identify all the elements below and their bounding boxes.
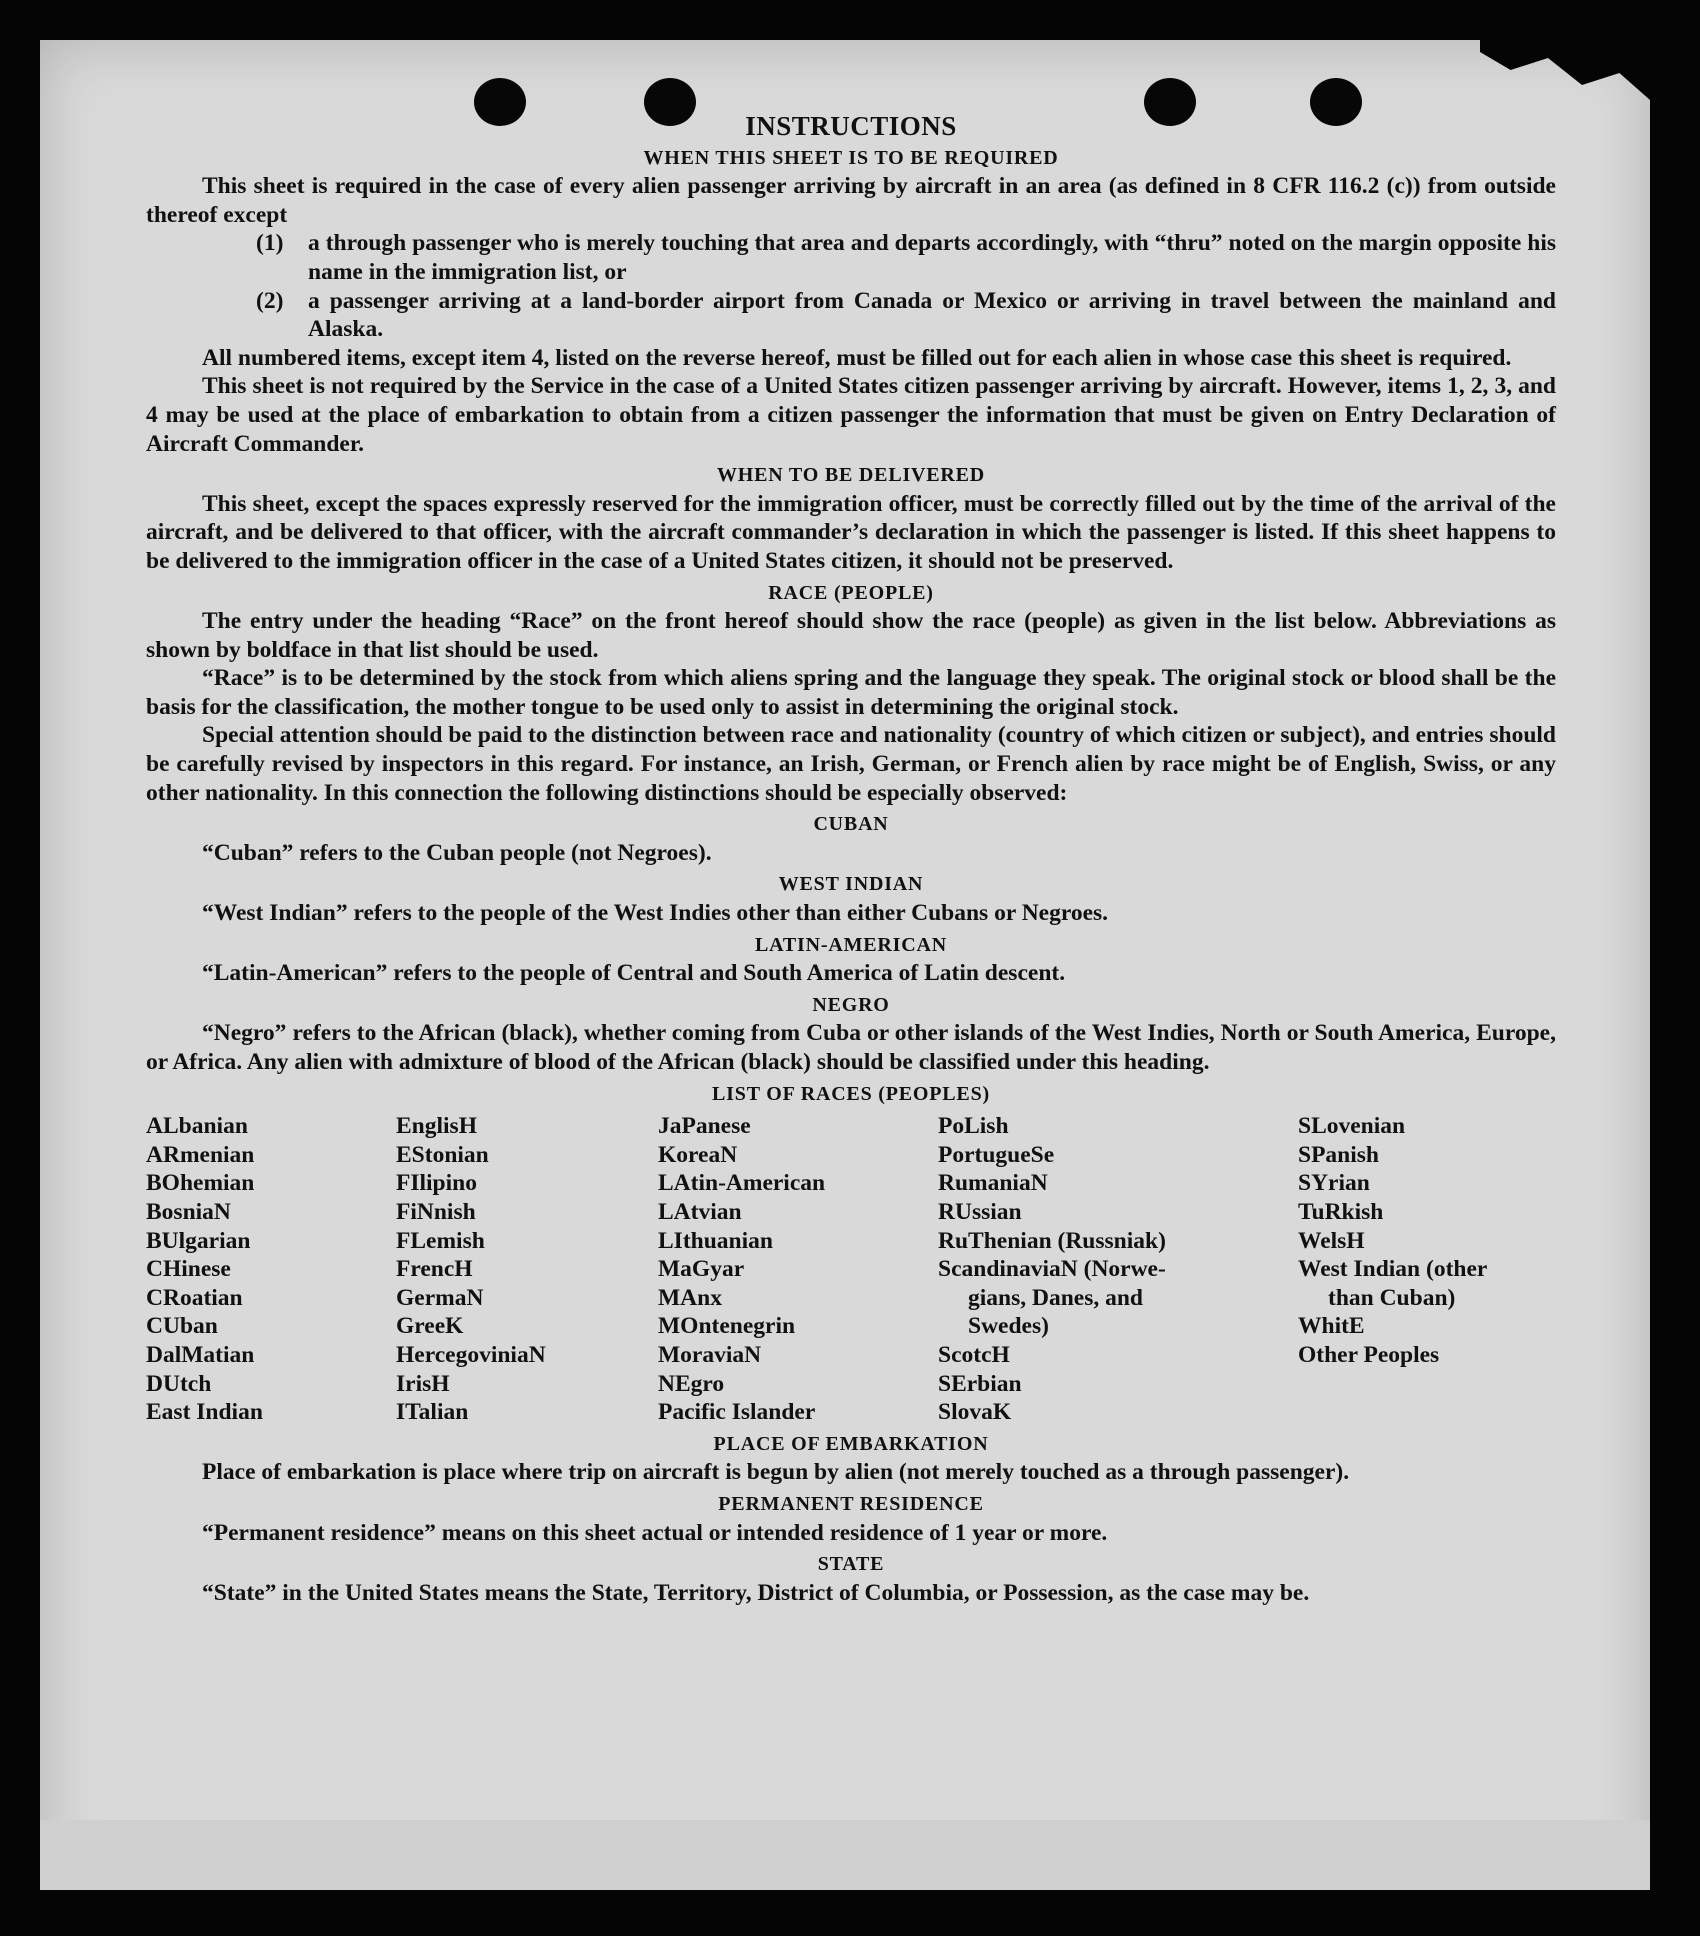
race-entry: GermaN — [396, 1284, 484, 1311]
race-entry: PortugueSe — [938, 1141, 1055, 1168]
race-entry: PoLish — [938, 1113, 1009, 1140]
paragraph: “Permanent residence” means on this sheet actual or intended residence of 1 year or more. — [202, 1519, 1108, 1546]
race-entry: Pacific Islander — [658, 1399, 816, 1426]
race-entry: RumaniaN — [938, 1170, 1048, 1197]
race-entry: RuThenian (Russniak) — [938, 1227, 1166, 1254]
races-column — [396, 1112, 658, 1427]
race-entry: FiNnish — [396, 1198, 476, 1225]
race-entry: gians, Danes, and — [968, 1284, 1143, 1311]
page-bottom-strip — [40, 1820, 1650, 1890]
paragraph: “Race” is to be determined by the stock from which aliens spring and the language they speak. The original stock or blood shall be the basis for the classification, the mother tongue to be used only to assist in determining the original stock. — [146, 665, 1556, 720]
race-entry: CUban — [146, 1313, 218, 1340]
race-entry: SPanish — [1298, 1141, 1379, 1168]
paragraph: This sheet is required in the case of every alien passenger arriving by aircraft in an area (as defined in 8 CFR 116.2 (c)) from outside thereof except — [146, 173, 1556, 228]
race-entry: MaGyar — [658, 1256, 745, 1283]
race-entry: FrencH — [396, 1256, 473, 1283]
race-entry: BOhemian — [146, 1170, 255, 1197]
heading-when-required: WHEN THIS SHEET IS TO BE REQUIRED — [643, 146, 1059, 169]
heading-negro: NEGRO — [812, 993, 890, 1016]
race-entry: West Indian (other — [1298, 1256, 1488, 1283]
race-entry: JaPanese — [658, 1113, 751, 1140]
item-number: (1) — [256, 230, 284, 257]
heading-when-delivered: WHEN TO BE DELIVERED — [716, 464, 986, 487]
race-entry: SlovaK — [938, 1399, 1012, 1426]
race-entry: BUlgarian — [146, 1227, 251, 1254]
race-entry: East Indian — [146, 1399, 263, 1426]
race-entry: ScandinaviaN (Norwe- — [938, 1256, 1166, 1283]
item-number: (2) — [256, 287, 284, 314]
race-entry: HercegoviniaN — [396, 1341, 546, 1368]
race-entry: Other Peoples — [1298, 1341, 1440, 1368]
race-entry: IrisH — [396, 1370, 450, 1397]
races-column — [146, 1112, 396, 1427]
race-entry: ITalian — [396, 1399, 469, 1426]
race-entry: ALbanian — [146, 1113, 248, 1140]
race-entry: TuRkish — [1298, 1198, 1384, 1225]
race-entry: EnglisH — [396, 1113, 477, 1140]
paragraph: “State” in the United States means the State, Territory, District of Columbia, or Possession, as the case may be. — [202, 1579, 1310, 1606]
race-entry: DalMatian — [146, 1341, 255, 1368]
paragraph: Special attention should be paid to the distinction between race and nationality (country of which citizen or subject), and entries should be carefully revised by inspectors in this regard. For instance, an Irish, German, or French alien by race might be of English, Swiss, or any other nationality. In this connection the following distinctions should be especially observed: — [146, 722, 1556, 806]
races-column — [658, 1112, 938, 1427]
race-entry: DUtch — [146, 1370, 212, 1397]
heading-race: RACE (PEOPLE) — [768, 581, 934, 604]
paragraph: Place of embarkation is place where trip on aircraft is begun by alien (not merely touched as a through passenger). — [202, 1459, 1350, 1486]
race-entry: SLovenian — [1298, 1113, 1406, 1140]
heading-list-of-races: LIST OF RACES (PEOPLES) — [712, 1082, 990, 1105]
race-entry: LIthuanian — [658, 1227, 773, 1254]
race-entry: LAtin-American — [658, 1170, 826, 1197]
race-entry: WelsH — [1298, 1227, 1365, 1254]
race-entry: GreeK — [396, 1313, 464, 1340]
heading-state: STATE — [817, 1553, 885, 1576]
race-entry: CRoatian — [146, 1284, 243, 1311]
paragraph: All numbered items, except item 4, listed on the reverse hereof, must be filled out for each alien in whose case this sheet is required. — [202, 344, 1512, 371]
race-entry: Swedes) — [968, 1313, 1049, 1340]
paragraph: “Negro” refers to the African (black), whether coming from Cuba or other islands of the West Indies, North or South America, Europe, or Africa. Any alien with admixture of blood of the African (black) should be classified under this heading. — [146, 1020, 1556, 1075]
race-entry: BosniaN — [146, 1198, 231, 1225]
race-entry: CHinese — [146, 1256, 231, 1283]
race-entry: FIlipino — [396, 1170, 477, 1197]
race-entry: than Cuban) — [1328, 1284, 1456, 1311]
paragraph: The entry under the heading “Race” on the front hereof should show the race (people) as given in the list below. Abbreviations as shown by boldface in that list should be used. — [146, 608, 1556, 663]
race-entry: SYrian — [1298, 1170, 1370, 1197]
race-entry: FLemish — [396, 1227, 485, 1254]
races-column — [938, 1112, 1298, 1427]
races-list — [146, 1112, 1556, 1427]
paragraph: This sheet is not required by the Service in the case of a United States citizen passenger arriving by aircraft. However, items 1, 2, 3, and 4 may be used at the place of embarkation to obtain from a citizen passenger the information that must be given on Entry Declaration of Aircraft Commander. — [146, 373, 1556, 457]
list-item — [256, 229, 1556, 286]
race-entry: NEgro — [658, 1370, 725, 1397]
race-entry: RUssian — [938, 1198, 1022, 1225]
paragraph: “West Indian” refers to the people of the West Indies other than either Cubans or Negroes. — [202, 900, 1109, 927]
paragraph: This sheet, except the spaces expressly reserved for the immigration officer, must be correctly filled out by the time of the arrival of the aircraft, and be delivered to that officer, with the aircraft commander’s declaration in which the passenger is listed. If this sheet happens to be delivered to the immigration officer in the case of a United States citizen, it should not be preserved. — [146, 490, 1556, 574]
race-entry: MOntenegrin — [658, 1313, 796, 1340]
heading-embarkation: PLACE OF EMBARKATION — [713, 1432, 989, 1455]
race-entry: LAtvian — [658, 1198, 742, 1225]
heading-latin-american: LATIN-AMERICAN — [755, 933, 947, 956]
race-entry: EStonian — [396, 1141, 489, 1168]
paragraph: “Latin-American” refers to the people of Central and South America of Latin descent. — [202, 960, 1066, 987]
list-item — [256, 287, 1556, 344]
race-entry: ScotcH — [938, 1341, 1010, 1368]
item-text: a through passenger who is merely touching that area and departs accordingly, with “thru” noted on the margin opposite his name in the immigration list, or — [308, 230, 1556, 285]
race-entry: WhitE — [1298, 1313, 1365, 1340]
race-entry: MAnx — [658, 1284, 722, 1311]
paragraph: “Cuban” refers to the Cuban people (not Negroes). — [202, 839, 712, 866]
heading-permanent-residence: PERMANENT RESIDENCE — [718, 1492, 984, 1515]
race-entry: SErbian — [938, 1370, 1022, 1397]
heading-west-indian: WEST INDIAN — [778, 873, 924, 896]
race-entry: MoraviaN — [658, 1341, 762, 1368]
document-sheet — [40, 40, 1650, 1890]
race-entry: KoreaN — [658, 1141, 738, 1168]
races-column — [1298, 1112, 1556, 1427]
race-entry: ARmenian — [146, 1141, 255, 1168]
item-text: a passenger arriving at a land-border airport from Canada or Mexico or arriving in travel between the mainland and Alaska. — [308, 287, 1556, 343]
torn-corner — [1480, 40, 1650, 100]
instructions-body — [146, 112, 1556, 1607]
page-title: INSTRUCTIONS — [745, 111, 957, 141]
heading-cuban: CUBAN — [813, 813, 889, 836]
